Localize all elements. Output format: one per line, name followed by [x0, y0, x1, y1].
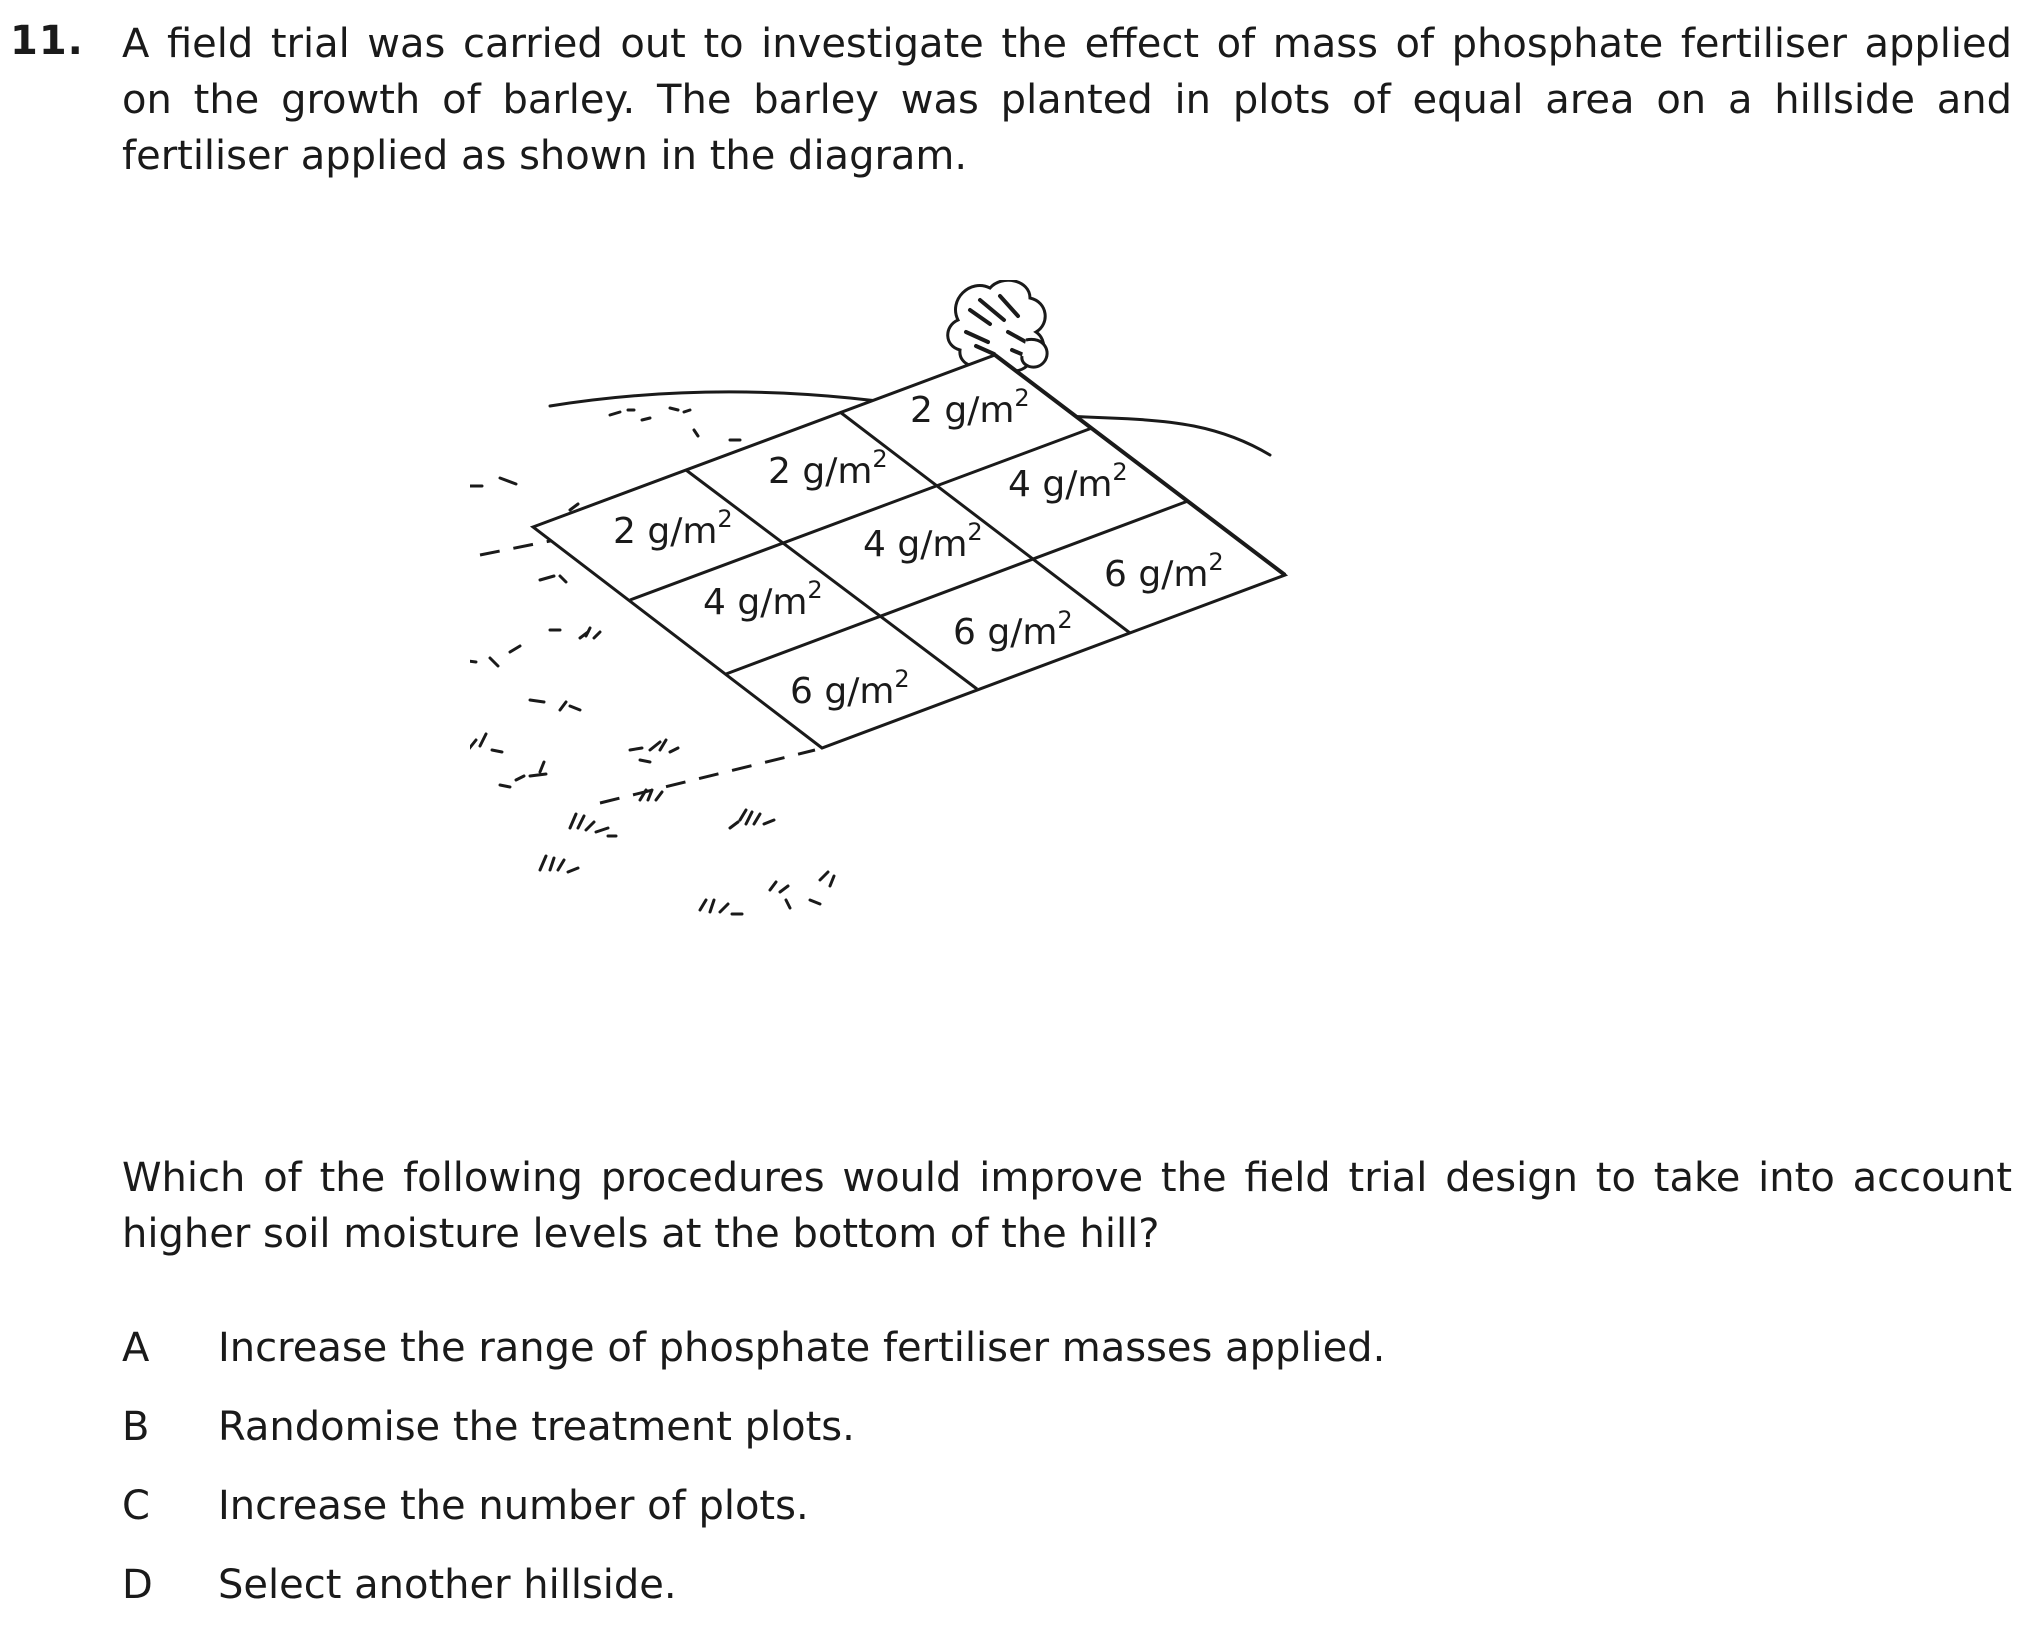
question-stem [122, 16, 2012, 184]
plot-label: 4 $g/m^2$ [1008, 458, 1128, 505]
plot-label: 6 $g/m^2$ [1104, 548, 1224, 595]
option-text: Randomise the treatment plots. [218, 1404, 855, 1450]
option-text: Increase the number of plots. [218, 1483, 809, 1529]
option-c[interactable] [122, 1478, 1385, 1557]
option-letter: D [122, 1562, 153, 1608]
plot-label: 4 $g/m^2$ [703, 576, 823, 623]
option-letter: A [122, 1325, 150, 1371]
plot-label: 2 $g/m^2$ [613, 505, 733, 552]
option-letter: C [122, 1483, 150, 1529]
dashed-edge-lower [600, 750, 815, 803]
option-b[interactable] [122, 1399, 1385, 1478]
stem-line-1: A field trial was carried out to investigate the effect of mass of phosphate fertiliser applied [122, 21, 2012, 67]
dashed-edge-upper [470, 540, 555, 575]
question-number: 11. [10, 18, 84, 64]
plot-label: 2 $g/m^2$ [910, 384, 1030, 431]
option-text: Select another hillside. [218, 1562, 677, 1608]
stem-line-3: fertiliser applied as shown in the diagram. [122, 133, 968, 179]
plot-label: 2 $g/m^2$ [768, 445, 888, 492]
prompt-line-1: Which of the following procedures would improve the field trial design to take into account [122, 1155, 2012, 1201]
prompt-line-2: higher soil moisture levels at the bottom of the hill? [122, 1211, 1160, 1257]
question-prompt [122, 1150, 2012, 1262]
option-text: Increase the range of phosphate fertiliser masses applied. [218, 1325, 1386, 1371]
plot-label: 4 $g/m^2$ [863, 518, 983, 565]
option-a[interactable] [122, 1320, 1385, 1399]
plot-label: 6 $g/m^2$ [790, 665, 910, 712]
field-trial-diagram [470, 280, 1670, 1070]
option-d[interactable] [122, 1557, 1385, 1636]
option-letter: B [122, 1404, 150, 1450]
hillside-plots-illustration [470, 280, 1670, 1070]
answer-options [122, 1320, 1385, 1636]
stem-line-2: on the growth of barley. The barley was planted in plots of equal area on a hillside and [122, 77, 2012, 123]
plot-label: 6 $g/m^2$ [953, 606, 1073, 653]
